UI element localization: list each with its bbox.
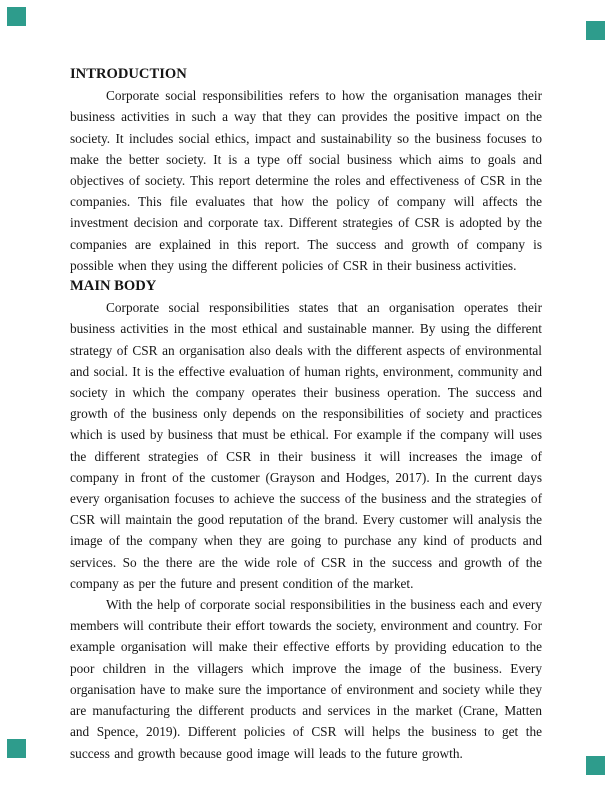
corner-marker-top-left xyxy=(7,7,26,26)
corner-marker-bottom-left xyxy=(7,739,26,758)
paragraph-main-body-1: Corporate social responsibilities states that an organisation operates their business activities in the most ethical and sustainable manner. By using the different strategy of CSR an organisation also deals with the different aspects of environmental and social. It is the effective evaluation of human rights, environment, community and society in which the company operates their business operation. The success and growth of the business only depends on the responsibilities of society and practices which is used by business that must be ethical. For example if the company will uses the different strategies of CSR in their business it will increases the image of company in front of the customer (Grayson and Hodges, 2017). In the current days every organisation focuses to achieve the success of the business and the strategies of CSR will maintain the good reputation of the brand. Every customer will analysis the image of the company when they are going to purchase any kind of products and services. So the there are the wide role of CSR in the success and growth of the company as per the future and present condition of the market. xyxy=(70,300,542,591)
document-content xyxy=(70,64,542,764)
section-heading-introduction: INTRODUCTION xyxy=(70,66,187,82)
paragraph-introduction-1: Corporate social responsibilities refers to how the organisation manages their business activities in such a way that they can provides the positive impact on the society. It includes social ethics, impact and sustainability so the business focuses to make the better society. It is a type off social business which aims to goals and objectives of society. This report determine the roles and effectiveness of CSR in the companies. This file evaluates that how the policy of company will affects the investment decision and corporate tax. Different strategies of CSR is adopted by the companies are explained in this report. The success and growth of company is possible when they using the different policies of CSR in their business activities. xyxy=(70,88,542,273)
corner-marker-top-right xyxy=(586,21,605,40)
corner-marker-bottom-right xyxy=(586,756,605,775)
paragraph-main-body-2: With the help of corporate social responsibilities in the business each and every members will contribute their effort towards the society, environment and country. For example organisation will make their effective efforts by providing education to the poor children in the villagers which improve the image of the business. Every organisation have to make sure the importance of environment and society while they are manufacturing the different products and services in the market (Crane, Matten and Spence, 2019). Different policies of CSR will helps the business to get the success and growth because good image will leads to the future growth. xyxy=(70,597,542,761)
section-heading-main-body: MAIN BODY xyxy=(70,278,157,295)
